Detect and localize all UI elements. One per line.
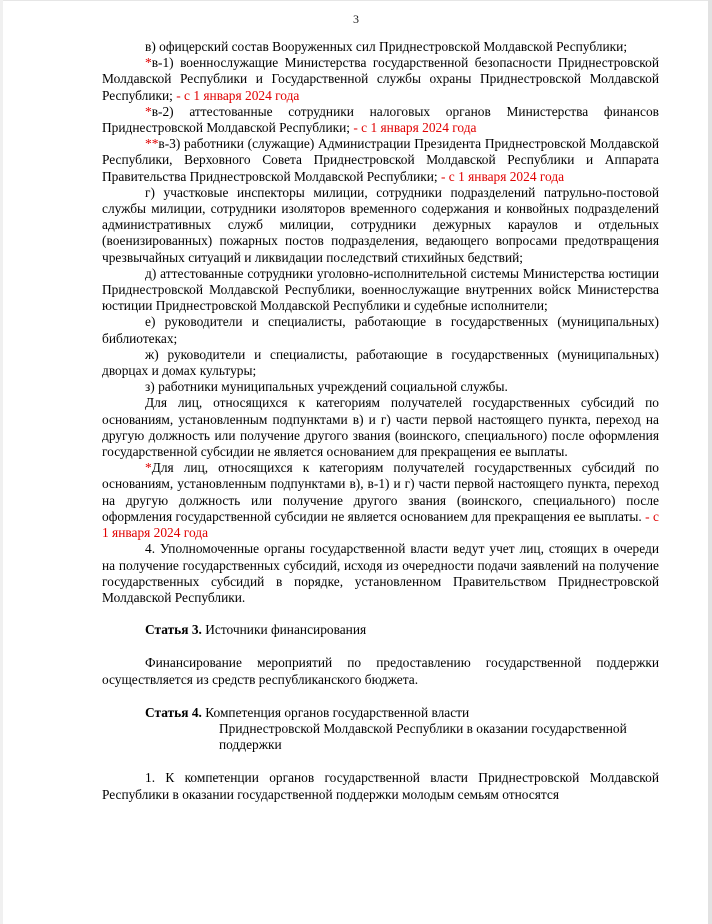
paragraph-text: Для лиц, относящихся к категориям получателей государственных субсидий по основаниям, установленным подпунктами в), в-1) и г) части первой настоящего пункта, переход на другую должность или получение другого звания (воинского, специального) после оформления государственной субсидии не является основанием для прекращения ее выплаты. <box>102 460 659 524</box>
spacer <box>102 638 659 655</box>
article-4-title: Компетенция органов государственной власти <box>201 704 470 720</box>
paragraph-z <box>102 379 659 395</box>
article-4-heading <box>102 705 659 721</box>
page-left-border <box>0 0 3 924</box>
page-number: 3 <box>353 12 359 26</box>
article-4-body: 1. К компетенции органов государственной власти Приднестровской Молдавской Республики в оказании государственной поддержки молодым семьям относятся <box>102 770 659 802</box>
paragraph-4 <box>102 541 659 606</box>
amendment-date: - с 1 января 2024 года <box>437 168 565 184</box>
paragraph-text: е) руководители и специалисты, работающие в государственных (муниципальных) библиотеках; <box>102 314 659 346</box>
amendment-mark: ** <box>145 136 159 152</box>
spacer <box>102 606 659 622</box>
article-3-title: Источники финансирования <box>201 622 367 638</box>
paragraph-g <box>102 185 659 266</box>
paragraph-text: д) аттестованные сотрудники уголовно-исполнительной системы Министерства юстиции Приднестровской Молдавской Республики, военнослужащие внутренних войск Министерства юстиции Приднестровской Молдавской Республики и судебные исполнители; <box>102 265 659 314</box>
amendment-date: - с 1 января 2024 года <box>350 120 477 136</box>
paragraph-e <box>102 314 659 346</box>
paragraph-d <box>102 266 659 315</box>
article-3-body: Финансирование мероприятий по предоставлению государственной поддержки осуществляется из средств республиканского бюджета. <box>102 655 659 687</box>
paragraph-text: 4. Уполномоченные органы государственной власти ведут учет лиц, стоящих в очереди на получение государственных субсидий, исходя из очередности подачи заявлений на получение государственных субсидий в порядке, установленном Правительством Приднестровской Молдавской Республики. <box>102 541 659 605</box>
paragraph-text: в-1) военнослужащие Министерства государственной безопасности Приднестровской Молдавской Республики и Государственной службы охраны Приднестровской Молдавской Республики; <box>102 55 659 103</box>
paragraph-text: ж) руководители и специалисты, работающие в государственных (муниципальных) дворцах и домах культуры; <box>102 346 659 379</box>
paragraph-note-1 <box>102 395 659 460</box>
spacer <box>102 688 659 705</box>
paragraph-v <box>102 39 659 55</box>
amendment-mark: * <box>145 460 152 476</box>
paragraph-text: г) участковые инспекторы милиции, сотрудники подразделений патрульно-постовой службы милиции, сотрудники изоляторов временного содержания и конвойных подразделений административных служб милиции, сотрудники дежурных караулов и отдельных (военизированных) пожарных постов подразделения, ведающего вопросами предотвращения чрезвычайных ситуаций и ликвидации последствий стихийных бедствий; <box>102 184 659 265</box>
spacer <box>102 753 659 770</box>
paragraph-text: в-2) аттестованные сотрудники налоговых органов Министерства финансов Приднестровской Молдавской Республики; <box>102 103 659 136</box>
paragraph-text: Для лиц, относящихся к категориям получателей государственных субсидий по основаниям, установленным подпунктами в) и г) части первой настоящего пункта, переход на другую должность или получение другого звания (воинского, специального) после оформления государственной субсидии не является основанием для прекращения ее выплаты. <box>102 395 659 460</box>
paragraph-text: в) офицерский состав Вооруженных сил Приднестровской Молдавской Республики; <box>145 39 628 54</box>
amendment-mark: * <box>145 55 152 71</box>
paragraph-note-2 <box>102 460 659 541</box>
article-4-title-continuation: Приднестровской Молдавской Республики в оказании государственной поддержки <box>219 720 627 753</box>
paragraph-v2 <box>102 104 659 136</box>
page-top-border <box>0 0 712 1</box>
paragraph-v1 <box>102 55 659 104</box>
article-4-label: Статья 4. <box>145 704 202 720</box>
paragraph-text: з) работники муниципальных учреждений социальной службы. <box>145 379 508 395</box>
amendment-date: - с 1 января 2024 года <box>172 87 300 103</box>
paragraph-zh <box>102 347 659 379</box>
article-3-heading <box>102 622 659 638</box>
page-right-border <box>708 0 712 924</box>
paragraph-text: в-3) работники (служащие) Администрации Президента Приднестровской Молдавской Республики, Верховного Совета Приднестровской Молдавской Республики и Аппарата Правительства Приднестровской Молдавской Республики; <box>102 136 659 184</box>
document-body <box>102 39 659 803</box>
article-3-label: Статья 3. <box>145 622 202 638</box>
paragraph-v3 <box>102 136 659 185</box>
amendment-mark: * <box>145 103 152 119</box>
amendment-date: - с 1 января 2024 года <box>102 508 659 541</box>
